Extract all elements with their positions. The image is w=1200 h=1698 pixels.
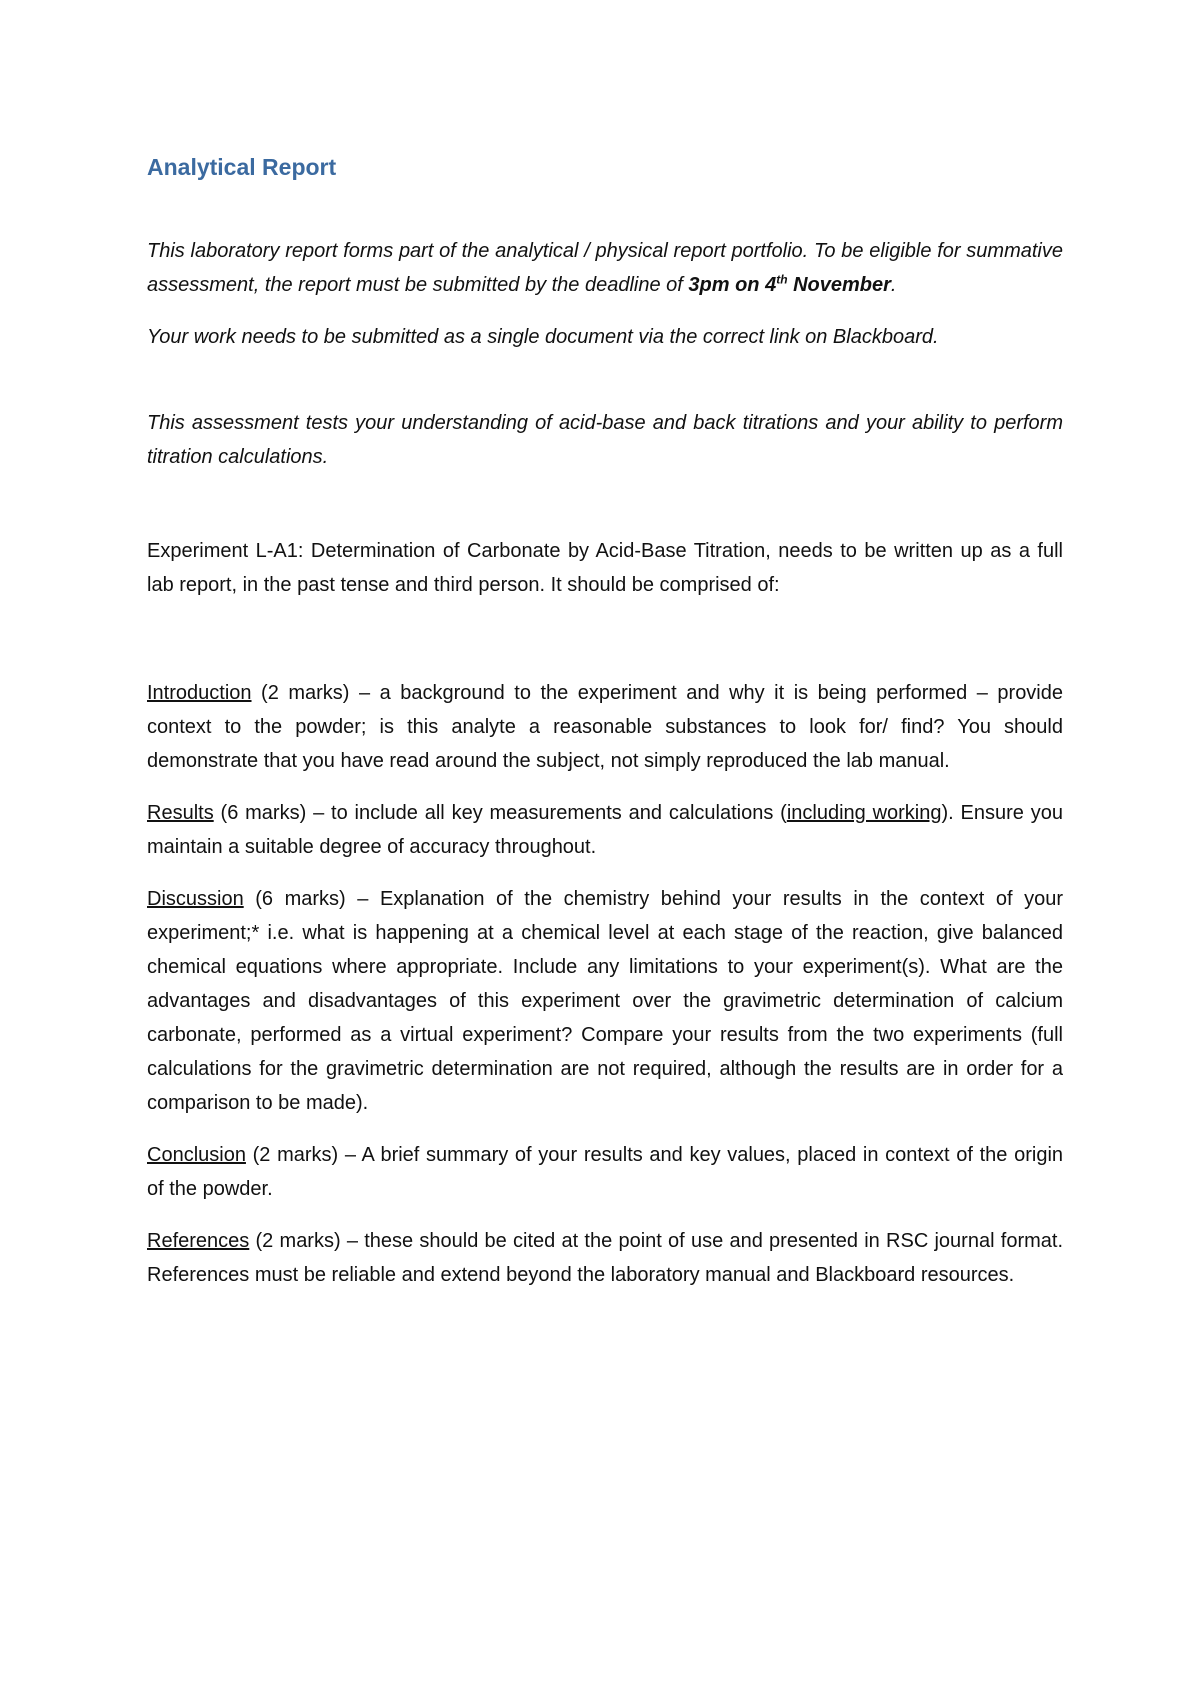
section-conclusion [147, 1138, 1063, 1206]
assessment-paragraph: This assessment tests your understanding of acid-base and back titrations and your ability to perform titration calculations. [147, 412, 1063, 468]
section-heading-discussion: Discussion [147, 888, 244, 910]
section-marks: (6 marks) [243, 888, 346, 910]
section-heading-results: Results [147, 802, 214, 824]
section-discussion [147, 882, 1063, 1120]
experiment-paragraph: Experiment L-A1: Determination of Carbonate by Acid-Base Titration, needs to be written up as a full lab report, in the past tense and third person. It should be comprised of: [147, 540, 1063, 596]
deadline-date: 3pm on 4th November [688, 272, 891, 296]
section-text: – Explanation of the chemistry behind your results in the context of your experiment;* i.e. what is happening at a chemical level at each stage of the reaction, give balanced chemical equations where appropriate. Include any limitations to your experiment(s). What are the advantages and disadvantages of this experiment over the gravimetric determination of calcium carbonate, performed as a virtual experiment? Compare your results from the two experiments (full calculations for the gravimetric determination are not required, although the results are in order for a comparison to be made). [147, 888, 1063, 1114]
deadline-text: This laboratory report forms part of the analytical / physical report portfolio. To be eligible for summative assessment, the report must be submitted by the deadline of [147, 240, 1063, 296]
submission-paragraph: Your work needs to be submitted as a single document via the correct link on Blackboard. [147, 326, 939, 348]
section-heading-introduction: Introduction [147, 682, 252, 704]
section-introduction [147, 676, 1063, 778]
section-marks: (2 marks) [251, 682, 350, 704]
section-text: – a background to the experiment and why it is being performed – provide context to the powder; is this analyte a reasonable substances to look for/ find? You should demonstrate that you have read around the subject, not simply reproduced the lab manual. [147, 682, 1063, 772]
underlined-phrase: including working [786, 802, 942, 824]
document-body [147, 152, 1063, 1292]
section-results [147, 796, 1063, 864]
section-marks: (2 marks) [245, 1144, 339, 1166]
section-text: ). Ensure you maintain a suitable degree of accuracy throughout. [147, 802, 1064, 858]
section-heading-conclusion: Conclusion [147, 1144, 246, 1166]
section-references [147, 1224, 1063, 1292]
deadline-paragraph: This laboratory report forms part of the analytical / physical report portfolio. To be eligible for summative assessment, the report must be submitted by the deadline of 3pm on 4th November. [147, 240, 1063, 296]
page-title: Analytical Report [147, 154, 337, 180]
section-heading-references: References [147, 1230, 250, 1252]
section-text: – to include all key measurements and calculations ( [306, 802, 787, 824]
section-marks: (2 marks) [249, 1230, 341, 1252]
section-marks: (6 marks) [213, 802, 307, 824]
section-text: – these should be cited at the point of use and presented in RSC journal format. References must be reliable and extend beyond the laboratory manual and Blackboard resources. [147, 1230, 1063, 1286]
section-text: – A brief summary of your results and key values, placed in context of the origin of the powder. [147, 1144, 1064, 1200]
